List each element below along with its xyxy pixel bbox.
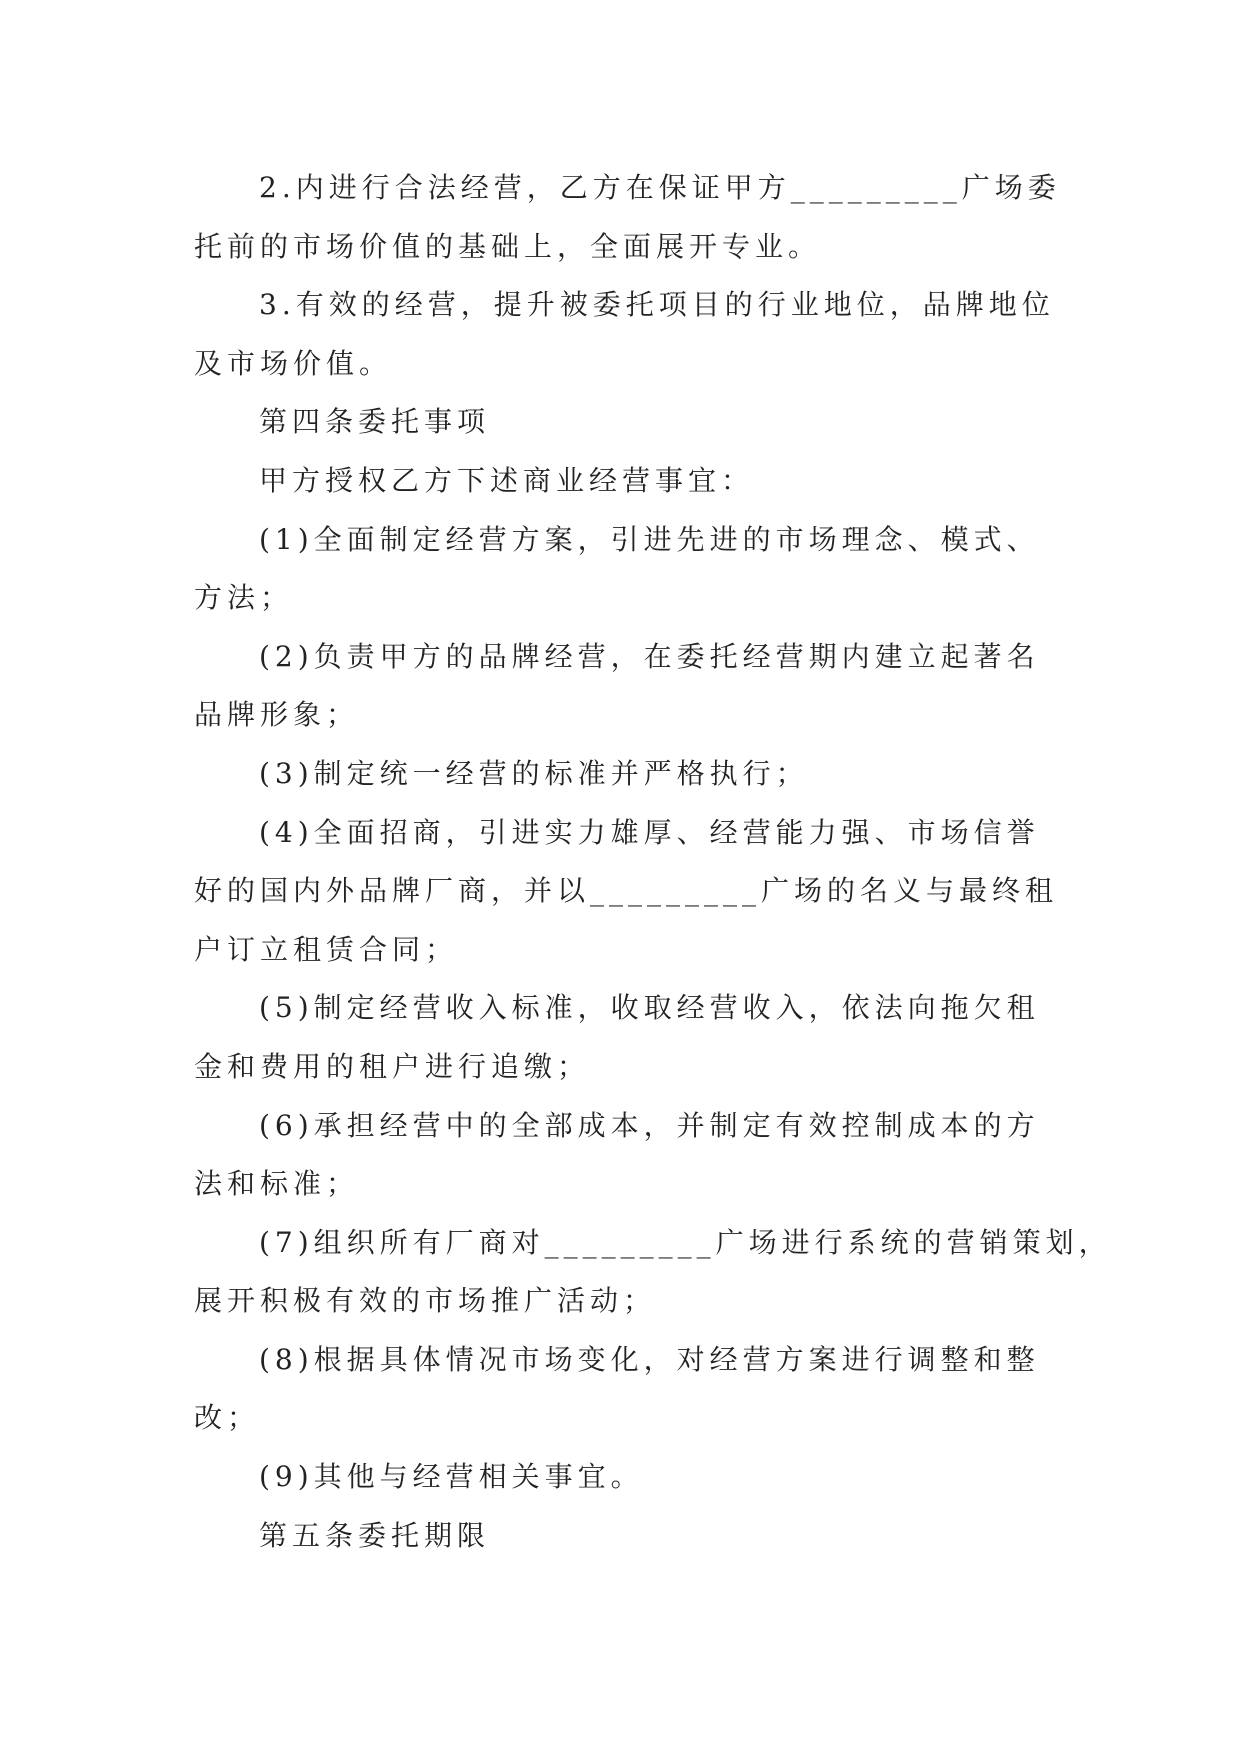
list-item-1 — [194, 511, 1194, 628]
paragraph-line: (2)负责甲方的品牌经营，在委托经营期内建立起著名 — [259, 639, 1040, 673]
paragraph-line: 改； — [194, 1401, 261, 1435]
paragraph-line: 品牌形象； — [194, 698, 360, 732]
list-item-6 — [194, 1097, 1194, 1214]
document-body — [194, 159, 1194, 1565]
paragraph-line: 户订立租赁合同； — [194, 932, 459, 966]
paragraph-line: 金和费用的租户进行追缴； — [194, 1049, 591, 1083]
list-item-3 — [194, 745, 1194, 804]
list-item-2 — [194, 628, 1194, 745]
paragraph-line: 方法； — [194, 581, 294, 615]
paragraph-line: (5)制定经营收入标准，收取经营收入，依法向拖欠租 — [259, 991, 1040, 1025]
paragraph-line: (3)制定统一经营的标准并严格执行； — [259, 756, 809, 790]
paragraph-line: 2.内进行合法经营，乙方在保证甲方_________广场委 — [259, 171, 1061, 204]
paragraph-line: (9)其他与经营相关事宜。 — [259, 1460, 644, 1494]
section-heading-article-4 — [194, 393, 1194, 452]
list-item-9 — [194, 1448, 1194, 1507]
paragraph-line: 3.有效的经营，提升被委托项目的行业地位，品牌地位 — [259, 288, 1055, 322]
paragraph-intro — [194, 452, 1194, 511]
paragraph-clause-2 — [194, 159, 1194, 276]
paragraph-line: 甲方授权乙方下述商业经营事宜： — [259, 463, 755, 497]
list-item-8 — [194, 1331, 1194, 1448]
paragraph-line: (7)组织所有厂商对_________广场进行系统的营销策划， — [259, 1225, 1112, 1259]
list-item-4 — [194, 804, 1194, 980]
paragraph-line: (4)全面招商，引进实力雄厚、经营能力强、市场信誉 — [259, 815, 1040, 849]
paragraph-clause-3 — [194, 276, 1194, 393]
paragraph-line: 好的国内外品牌厂商，并以_________广场的名义与最终租 — [194, 874, 1059, 908]
paragraph-line: 及市场价值。 — [194, 346, 393, 380]
paragraph-line: (8)根据具体情况市场变化，对经营方案进行调整和整 — [259, 1342, 1040, 1376]
section-heading: 第四条委托事项 — [259, 405, 491, 439]
section-heading-article-5 — [194, 1507, 1194, 1566]
paragraph-line: 托前的市场价值的基础上，全面展开专业。 — [194, 229, 822, 263]
list-item-7 — [194, 1214, 1194, 1331]
section-heading: 第五条委托期限 — [259, 1518, 491, 1552]
paragraph-line: 法和标准； — [194, 1167, 360, 1201]
paragraph-line: (1)全面制定经营方案，引进先进的市场理念、模式、 — [259, 522, 1040, 556]
list-item-5 — [194, 979, 1194, 1096]
paragraph-line: (6)承担经营中的全部成本，并制定有效控制成本的方 — [259, 1108, 1040, 1142]
paragraph-line: 展开积极有效的市场推广活动； — [194, 1284, 657, 1318]
